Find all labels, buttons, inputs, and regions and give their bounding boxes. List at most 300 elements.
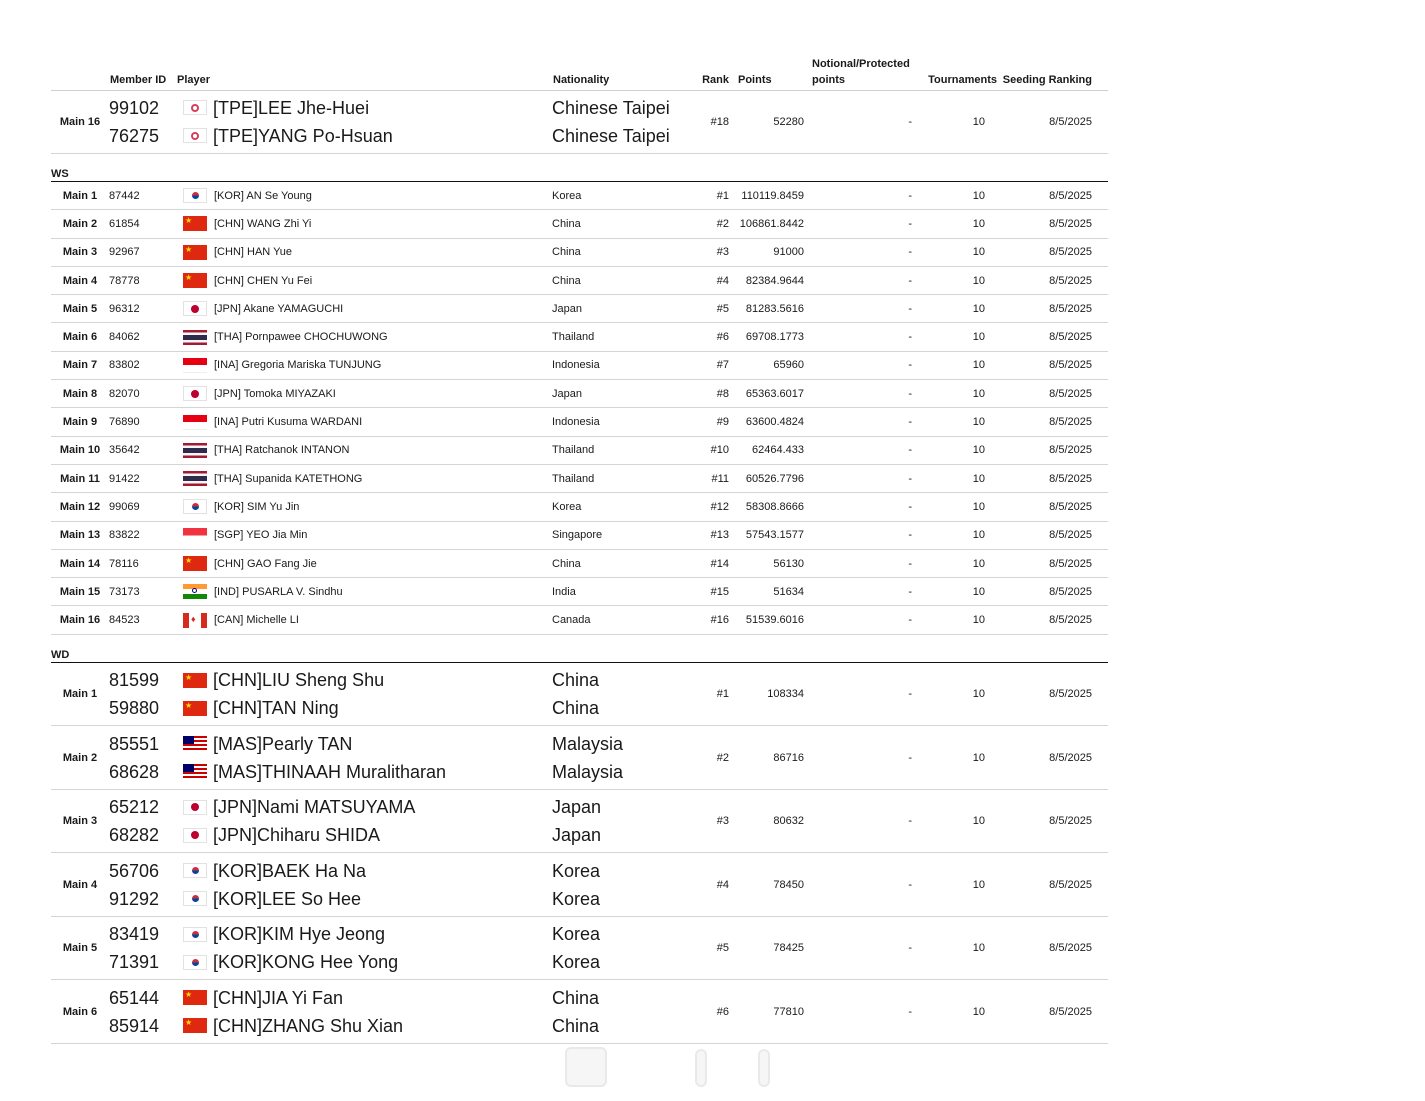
nationality-cell bbox=[552, 853, 682, 917]
header-notional-line1: Notional/Protected bbox=[812, 57, 910, 70]
korea-flag-icon bbox=[183, 863, 207, 878]
nationality-cell: China bbox=[552, 246, 581, 259]
tournaments-cell: 10 bbox=[972, 1005, 985, 1018]
tournaments-cell: 10 bbox=[972, 614, 985, 627]
rank-cell: #6 bbox=[716, 331, 729, 344]
player-name: [KOR]KIM Hye Jeong bbox=[213, 924, 386, 944]
rank-cell: #5 bbox=[716, 302, 729, 315]
notional-cell: - bbox=[908, 217, 912, 230]
notional-cell: - bbox=[908, 246, 912, 259]
player-cell bbox=[177, 789, 552, 853]
tournaments-cell: 10 bbox=[972, 387, 985, 400]
seeding-ranking-cell: 8/5/2025 bbox=[1049, 472, 1092, 485]
player-cell bbox=[177, 295, 552, 323]
player-cell bbox=[177, 90, 552, 154]
notional-cell: - bbox=[908, 557, 912, 570]
korea-flag-icon bbox=[183, 927, 207, 942]
member-id-cell: 84523 bbox=[109, 614, 140, 627]
china-flag-icon bbox=[183, 990, 207, 1005]
tournaments-cell: 10 bbox=[972, 878, 985, 891]
tournaments-cell: 10 bbox=[972, 331, 985, 344]
player-entry bbox=[177, 245, 552, 260]
tournaments-cell: 10 bbox=[972, 942, 985, 954]
korea-flag-icon bbox=[183, 891, 207, 906]
member-id-cell: 35642 bbox=[109, 444, 140, 457]
notional-cell: - bbox=[908, 1005, 912, 1018]
china-flag-icon bbox=[183, 216, 207, 231]
points-cell: 65960 bbox=[773, 359, 804, 372]
nationality-cell: China bbox=[552, 274, 581, 287]
table-row bbox=[51, 662, 1108, 726]
player-cell bbox=[177, 266, 552, 294]
player-name: [IND] PUSARLA V. Sindhu bbox=[214, 585, 343, 598]
china-flag-icon bbox=[183, 245, 207, 260]
player-entry bbox=[177, 857, 552, 885]
notional-cell: - bbox=[908, 274, 912, 287]
rank-cell: #4 bbox=[716, 878, 729, 891]
nationality: China bbox=[552, 698, 600, 718]
member-id-cell bbox=[109, 853, 177, 917]
nationality-cell: Korea bbox=[552, 189, 582, 202]
seeding-ranking-cell: 8/5/2025 bbox=[1049, 942, 1092, 954]
player-entry bbox=[177, 216, 552, 231]
korea-flag-icon bbox=[183, 188, 207, 203]
header-tournaments: Tournaments bbox=[928, 73, 997, 86]
rank-cell: #18 bbox=[710, 115, 729, 128]
slot-label: Main 2 bbox=[62, 751, 98, 764]
player-cell bbox=[177, 916, 552, 980]
member-id-cell: 96312 bbox=[109, 302, 140, 315]
slot-label: Main 11 bbox=[60, 472, 100, 485]
notional-cell: - bbox=[908, 529, 912, 542]
table-row bbox=[51, 789, 1108, 853]
seeding-ranking-cell: 8/5/2025 bbox=[1049, 274, 1092, 287]
japan-flag-icon bbox=[183, 828, 207, 843]
nationality: China bbox=[552, 1015, 600, 1036]
player-cell bbox=[177, 210, 552, 238]
singapore-flag-icon bbox=[183, 528, 207, 543]
points-cell: 108334 bbox=[767, 688, 804, 700]
member-id: 65212 bbox=[109, 797, 160, 817]
table-row bbox=[51, 606, 1108, 634]
rank-cell: #9 bbox=[716, 416, 729, 429]
korea-flag-icon bbox=[183, 499, 207, 514]
points-cell: 51634 bbox=[773, 585, 804, 598]
rank-cell: #12 bbox=[710, 500, 729, 513]
header-member-id: Member ID bbox=[110, 73, 167, 86]
seeding-ranking-cell: 8/5/2025 bbox=[1049, 444, 1092, 457]
seeding-ranking-cell: 8/5/2025 bbox=[1049, 1005, 1092, 1018]
slot-label: Main 4 bbox=[62, 878, 98, 891]
member-id: 71391 bbox=[109, 952, 160, 972]
player-name: [CHN]JIA Yi Fan bbox=[213, 987, 344, 1008]
player-name: [CHN]LIU Sheng Shu bbox=[213, 670, 385, 690]
points-cell: 56130 bbox=[773, 557, 804, 570]
player-entry bbox=[177, 793, 552, 821]
seeding-ranking-cell: 8/5/2025 bbox=[1049, 387, 1092, 400]
table-row bbox=[51, 238, 1108, 266]
slot-label: Main 3 bbox=[62, 246, 98, 259]
player-name: [JPN] Tomoka MIYAZAKI bbox=[214, 387, 336, 400]
player-entry bbox=[177, 499, 552, 514]
player-entry bbox=[177, 694, 552, 722]
player-name: [KOR] SIM Yu Jin bbox=[214, 500, 300, 513]
member-id-cell: 87442 bbox=[109, 189, 140, 202]
member-id-cell: 84062 bbox=[109, 331, 140, 344]
table-body bbox=[51, 90, 1108, 1043]
nationality-cell: Indonesia bbox=[552, 416, 600, 429]
player-entry bbox=[177, 584, 552, 599]
seeding-ranking-cell: 8/5/2025 bbox=[1049, 500, 1092, 513]
canada-flag-icon bbox=[183, 613, 207, 628]
points-cell: 80632 bbox=[773, 815, 804, 827]
points-cell: 91000 bbox=[773, 246, 804, 259]
seeding-ranking-cell: 8/5/2025 bbox=[1049, 302, 1092, 315]
player-name: [MAS]Pearly TAN bbox=[213, 733, 353, 754]
china-flag-icon bbox=[183, 673, 207, 688]
rank-cell: #3 bbox=[716, 246, 729, 259]
points-cell: 106861.8442 bbox=[739, 217, 804, 230]
nationality: Korea bbox=[552, 860, 601, 881]
player-cell bbox=[177, 726, 552, 790]
player-entry bbox=[177, 948, 552, 976]
player-cell bbox=[177, 436, 552, 464]
nationality: Japan bbox=[552, 797, 602, 817]
thailand-flag-icon bbox=[183, 443, 207, 458]
player-entry bbox=[177, 556, 552, 571]
player-name: [CHN]TAN Ning bbox=[213, 698, 339, 718]
table-row bbox=[51, 436, 1108, 464]
slot-label: Main 1 bbox=[62, 688, 98, 700]
player-name: [TPE]YANG Po-Hsuan bbox=[213, 125, 393, 146]
player-name: [CHN] CHEN Yu Fei bbox=[214, 274, 313, 287]
seeding-ranking-cell: 8/5/2025 bbox=[1049, 189, 1092, 202]
rank-cell: #4 bbox=[716, 274, 729, 287]
nationality: Chinese Taipei bbox=[552, 125, 670, 146]
player-cell bbox=[177, 662, 552, 726]
tournaments-cell: 10 bbox=[972, 115, 985, 128]
player-entry bbox=[177, 821, 552, 849]
member-id: 85914 bbox=[109, 1015, 160, 1036]
points-cell: 63600.4824 bbox=[745, 416, 804, 429]
section-header-ws bbox=[51, 154, 1108, 182]
table-row bbox=[51, 266, 1108, 294]
rank-cell: #2 bbox=[716, 217, 729, 230]
slot-label: Main 2 bbox=[62, 217, 98, 230]
nationality: Korea bbox=[552, 952, 601, 972]
tournaments-cell: 10 bbox=[972, 359, 985, 372]
player-cell bbox=[177, 980, 552, 1044]
tournaments-cell: 10 bbox=[972, 189, 985, 202]
player-cell bbox=[177, 238, 552, 266]
nationality: Malaysia bbox=[552, 733, 624, 754]
header-notional bbox=[804, 55, 915, 90]
malaysia-flag-icon bbox=[183, 736, 207, 751]
notional-cell: - bbox=[908, 815, 912, 827]
table-row bbox=[51, 853, 1108, 917]
chinese-taipei-flag-icon bbox=[183, 128, 207, 143]
rank-cell: #6 bbox=[716, 1005, 729, 1018]
rank-cell: #10 bbox=[710, 444, 729, 457]
player-name: [KOR] AN Se Young bbox=[214, 189, 312, 202]
tournaments-cell: 10 bbox=[972, 416, 985, 429]
tournaments-cell: 10 bbox=[972, 500, 985, 513]
points-cell: 110119.8459 bbox=[741, 189, 804, 202]
rank-cell: #11 bbox=[711, 472, 729, 485]
slot-label: Main 3 bbox=[62, 815, 98, 827]
header-player: Player bbox=[177, 73, 211, 86]
player-entry bbox=[177, 920, 552, 948]
indonesia-flag-icon bbox=[183, 415, 207, 430]
player-name: [JPN]Nami MATSUYAMA bbox=[213, 797, 416, 817]
player-name: [JPN] Akane YAMAGUCHI bbox=[214, 302, 344, 315]
member-id: 68628 bbox=[109, 761, 160, 782]
player-name: [THA] Ratchanok INTANON bbox=[214, 444, 350, 457]
player-name: [INA] Putri Kusuma WARDANI bbox=[214, 416, 363, 429]
tournaments-cell: 10 bbox=[972, 274, 985, 287]
points-cell: 51539.6016 bbox=[745, 614, 804, 627]
member-id-cell: 99069 bbox=[109, 500, 140, 513]
player-cell bbox=[177, 182, 552, 210]
seeding-ranking-cell: 8/5/2025 bbox=[1049, 815, 1092, 827]
points-cell: 78450 bbox=[773, 878, 804, 891]
member-id-cell bbox=[109, 90, 177, 154]
member-id-cell: 76890 bbox=[109, 416, 140, 429]
seeding-ranking-cell: 8/5/2025 bbox=[1049, 115, 1092, 128]
header-seeding-ranking: Seeding Ranking bbox=[1002, 73, 1092, 86]
notional-cell: - bbox=[908, 751, 912, 764]
member-id-cell: 82070 bbox=[109, 387, 140, 400]
table-row bbox=[51, 182, 1108, 210]
table-row bbox=[51, 521, 1108, 549]
points-cell: 62464.433 bbox=[752, 444, 804, 457]
player-cell bbox=[177, 408, 552, 436]
player-name: [THA] Pornpawee CHOCHUWONG bbox=[214, 331, 388, 344]
nationality-cell bbox=[552, 789, 682, 853]
table-row bbox=[51, 980, 1108, 1044]
header-rank: Rank bbox=[702, 73, 729, 86]
nationality-cell bbox=[552, 726, 682, 790]
slot-label: Main 1 bbox=[62, 189, 98, 202]
table-row bbox=[51, 295, 1108, 323]
header-points: Points bbox=[738, 73, 772, 86]
table-header bbox=[51, 55, 1108, 90]
player-entry bbox=[177, 188, 552, 203]
player-entry bbox=[177, 386, 552, 401]
nationality-cell: Korea bbox=[552, 500, 582, 513]
nationality: China bbox=[552, 987, 600, 1008]
china-flag-icon bbox=[183, 1018, 207, 1033]
player-cell bbox=[177, 578, 552, 606]
table-row bbox=[51, 726, 1108, 790]
tournaments-cell: 10 bbox=[972, 688, 985, 700]
player-name: [THA] Supanida KATETHONG bbox=[214, 472, 363, 485]
slot-label: Main 5 bbox=[62, 302, 98, 315]
player-cell bbox=[177, 853, 552, 917]
slot-label: Main 6 bbox=[62, 331, 98, 344]
member-id: 99102 bbox=[109, 97, 160, 118]
points-cell: 65363.6017 bbox=[745, 387, 804, 400]
points-cell: 81283.5616 bbox=[745, 302, 804, 315]
table-row bbox=[51, 323, 1108, 351]
watermark bbox=[565, 1043, 865, 1087]
slot-label: Main 14 bbox=[59, 557, 101, 570]
nationality-cell bbox=[552, 916, 682, 980]
china-flag-icon bbox=[183, 273, 207, 288]
slot-label: Main 16 bbox=[59, 115, 101, 128]
slot-label: Main 15 bbox=[59, 585, 101, 598]
tournaments-cell: 10 bbox=[972, 815, 985, 827]
nationality-cell: Thailand bbox=[552, 472, 595, 485]
member-id-cell bbox=[109, 662, 177, 726]
nationality: Korea bbox=[552, 888, 601, 909]
player-cell bbox=[177, 521, 552, 549]
player-name: [INA] Gregoria Mariska TUNJUNG bbox=[214, 359, 382, 372]
member-id-cell: 78116 bbox=[109, 557, 139, 570]
nationality-cell: Thailand bbox=[552, 444, 595, 457]
player-entry bbox=[177, 415, 552, 430]
tournaments-cell: 10 bbox=[972, 751, 985, 764]
nationality-cell: India bbox=[552, 585, 576, 598]
player-entry bbox=[177, 613, 552, 628]
member-id: 91292 bbox=[109, 888, 160, 909]
malaysia-flag-icon bbox=[183, 764, 207, 779]
header-notional-line2: points bbox=[812, 73, 845, 86]
player-cell bbox=[177, 464, 552, 492]
points-cell: 77810 bbox=[773, 1005, 804, 1018]
tournaments-cell: 10 bbox=[972, 585, 985, 598]
player-entry bbox=[177, 758, 552, 786]
player-name: [CHN] WANG Zhi Yi bbox=[214, 217, 312, 230]
slot-label: Main 13 bbox=[59, 529, 101, 542]
korea-flag-icon bbox=[183, 955, 207, 970]
nationality: Korea bbox=[552, 924, 601, 944]
nationality-cell: Japan bbox=[552, 302, 582, 315]
slot-label: Main 8 bbox=[62, 387, 98, 400]
tournaments-cell: 10 bbox=[972, 444, 985, 457]
seeding-ranking-cell: 8/5/2025 bbox=[1049, 688, 1092, 700]
nationality: China bbox=[552, 670, 600, 690]
thailand-flag-icon bbox=[183, 471, 207, 486]
player-entry bbox=[177, 885, 552, 913]
rank-cell: #3 bbox=[716, 815, 729, 827]
rank-cell: #8 bbox=[716, 387, 729, 400]
table-row bbox=[51, 380, 1108, 408]
seeding-table-sheet bbox=[51, 55, 1108, 1044]
seeding-ranking-cell: 8/5/2025 bbox=[1049, 614, 1092, 627]
player-name: [CHN] HAN Yue bbox=[214, 246, 293, 259]
japan-flag-icon bbox=[183, 386, 207, 401]
member-id-cell bbox=[109, 726, 177, 790]
player-entry bbox=[177, 330, 552, 345]
notional-cell: - bbox=[908, 942, 912, 954]
slot-label: Main 4 bbox=[62, 274, 98, 287]
nationality: Japan bbox=[552, 825, 602, 845]
slot-label: Main 5 bbox=[62, 942, 98, 954]
notional-cell: - bbox=[908, 416, 912, 429]
indonesia-flag-icon bbox=[183, 358, 207, 373]
rank-cell: #15 bbox=[710, 585, 729, 598]
table-row bbox=[51, 549, 1108, 577]
header-nationality: Nationality bbox=[553, 73, 610, 86]
member-id: 83419 bbox=[109, 924, 160, 944]
nationality-cell: China bbox=[552, 557, 581, 570]
japan-flag-icon bbox=[183, 800, 207, 815]
player-entry bbox=[177, 666, 552, 694]
table-row bbox=[51, 578, 1108, 606]
player-cell bbox=[177, 323, 552, 351]
player-entry bbox=[177, 984, 552, 1012]
seeding-ranking-cell: 8/5/2025 bbox=[1049, 529, 1092, 542]
section-label: WD bbox=[51, 634, 1108, 662]
player-name: [MAS]THINAAH Muralitharan bbox=[213, 761, 447, 782]
notional-cell: - bbox=[908, 331, 912, 344]
notional-cell: - bbox=[908, 878, 912, 891]
player-entry bbox=[177, 471, 552, 486]
player-name: [KOR]LEE So Hee bbox=[213, 888, 362, 909]
notional-cell: - bbox=[908, 472, 912, 485]
player-entry bbox=[177, 94, 552, 122]
seeding-table bbox=[51, 55, 1108, 1044]
member-id: 65144 bbox=[109, 987, 160, 1008]
member-id: 56706 bbox=[109, 860, 160, 881]
tournaments-cell: 10 bbox=[972, 302, 985, 315]
seeding-ranking-cell: 8/5/2025 bbox=[1049, 359, 1092, 372]
notional-cell: - bbox=[908, 444, 912, 457]
table-row bbox=[51, 464, 1108, 492]
notional-cell: - bbox=[908, 189, 912, 202]
rank-cell: #13 bbox=[710, 529, 729, 542]
tournaments-cell: 10 bbox=[972, 246, 985, 259]
player-name: [SGP] YEO Jia Min bbox=[214, 529, 308, 542]
nationality: Chinese Taipei bbox=[552, 97, 670, 118]
nationality-cell: China bbox=[552, 217, 581, 230]
rank-cell: #16 bbox=[710, 614, 729, 627]
india-flag-icon bbox=[183, 584, 207, 599]
member-id: 76275 bbox=[109, 125, 160, 146]
nationality-cell: Japan bbox=[552, 387, 582, 400]
points-cell: 57543.1577 bbox=[745, 529, 804, 542]
seeding-ranking-cell: 8/5/2025 bbox=[1049, 416, 1092, 429]
member-id-cell: 83802 bbox=[109, 359, 140, 372]
points-cell: 78425 bbox=[773, 942, 804, 954]
rank-cell: #14 bbox=[710, 557, 729, 570]
china-flag-icon bbox=[183, 701, 207, 716]
tournaments-cell: 10 bbox=[972, 217, 985, 230]
player-entry bbox=[177, 730, 552, 758]
nationality-cell: Canada bbox=[552, 614, 591, 627]
player-cell bbox=[177, 606, 552, 634]
slot-label: Main 6 bbox=[62, 1005, 98, 1018]
table-row bbox=[51, 351, 1108, 379]
seeding-ranking-cell: 8/5/2025 bbox=[1049, 751, 1092, 764]
notional-cell: - bbox=[908, 500, 912, 513]
player-entry bbox=[177, 301, 552, 316]
member-id-cell: 92967 bbox=[109, 246, 140, 259]
nationality-cell bbox=[552, 90, 682, 154]
seeding-ranking-cell: 8/5/2025 bbox=[1049, 217, 1092, 230]
table-row bbox=[51, 916, 1108, 980]
member-id: 59880 bbox=[109, 698, 160, 718]
slot-label: Main 9 bbox=[62, 416, 98, 429]
notional-cell: - bbox=[908, 585, 912, 598]
player-entry bbox=[177, 273, 552, 288]
points-cell: 58308.8666 bbox=[745, 500, 804, 513]
player-entry bbox=[177, 358, 552, 373]
player-cell bbox=[177, 493, 552, 521]
player-name: [KOR]KONG Hee Yong bbox=[213, 952, 399, 972]
notional-cell: - bbox=[908, 359, 912, 372]
